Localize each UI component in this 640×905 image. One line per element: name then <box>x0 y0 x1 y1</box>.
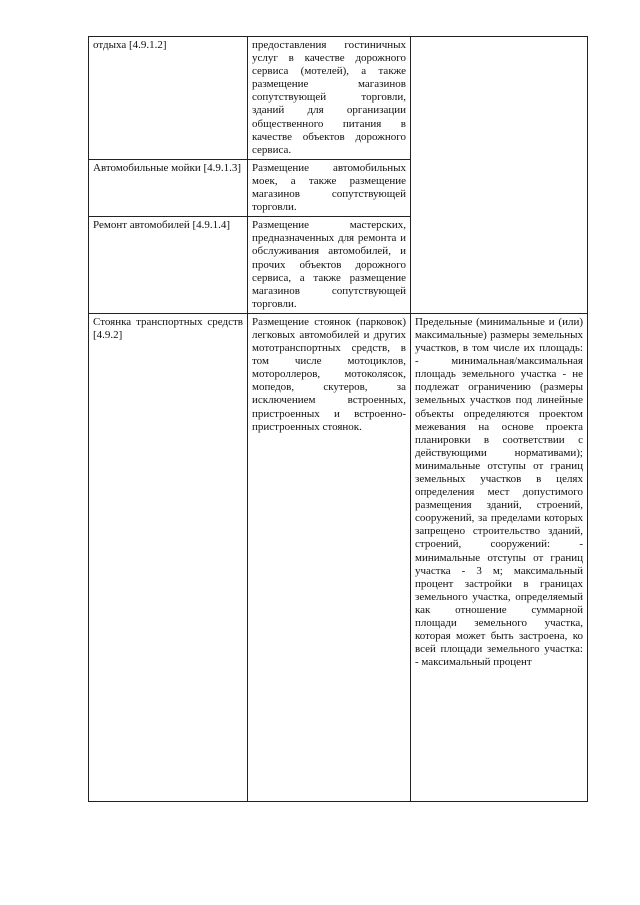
table-row <box>89 37 588 160</box>
use-name-cell <box>89 159 248 216</box>
use-name: Автомобильные мойки [4.9.1.3] <box>93 161 242 174</box>
use-name: отдыха [4.9.1.2] <box>93 39 167 51</box>
use-description-cell <box>248 313 411 801</box>
table-row <box>89 313 588 801</box>
use-name-cell <box>89 37 248 160</box>
land-use-table <box>88 36 588 802</box>
use-name: Стоянка транспортных средств [4.9.2] <box>93 315 243 341</box>
use-description-cell <box>248 37 411 160</box>
use-description-cell <box>248 159 411 216</box>
use-description: предоставления гостиничных услуг в качестве дорожного сервиса (мотелей), а также размещение магазинов сопутствующей торговли, зданий для организации общественного питания в качестве объектов дорожного сервиса. <box>252 39 406 156</box>
use-name: Ремонт автомобилей [4.9.1.4] <box>93 219 231 232</box>
use-description: Размещение мастерских, предназначенных для ремонта и обслуживания автомобилей, и прочих объектов дорожного сервиса, а также размещение магазинов сопутствующей торговли. <box>252 219 406 310</box>
use-parameters: Предельные (минимальные и (или) максимальные) размеры земельных участков, в том числе их площадь: - минимальная/максимальная площадь земельного участка - не подлежат ограничению (размеры земельных участков под линейные объекты определяются проектом межевания на основе проекта планировки в соответствии с действующими нормативами); минимальные отступы от границ земельных участков в целях определения мест допустимого размещения зданий, строений, сооружений, за пределами которых запрещено строительство зданий, строений, сооружений: - минимальные отступы от границ участка - 3 м; максимальный процент застройки в границах земельного участка, определяемый как отношение суммарной площади земельного участка, которая может быть застроена, ко всей площади земельного участка: - максимальный процент <box>415 315 583 669</box>
use-description-cell <box>248 217 411 314</box>
parameters-cell <box>411 313 588 801</box>
use-description: Размещение автомобильных моек, а также размещение магазинов сопутствующей торговли. <box>252 161 406 214</box>
use-name-cell <box>89 217 248 314</box>
use-description: Размещение стоянок (парковок) легковых автомобилей и других мототранспортных средств, в том числе мотоциклов, мотороллеров, мотоколясок, мопедов, скутеров, за исключением встроенных, пристроенных и встроенно-пристроенных стоянок. <box>252 315 406 433</box>
parameters-cell-empty <box>411 37 588 314</box>
use-name-cell <box>89 313 248 801</box>
